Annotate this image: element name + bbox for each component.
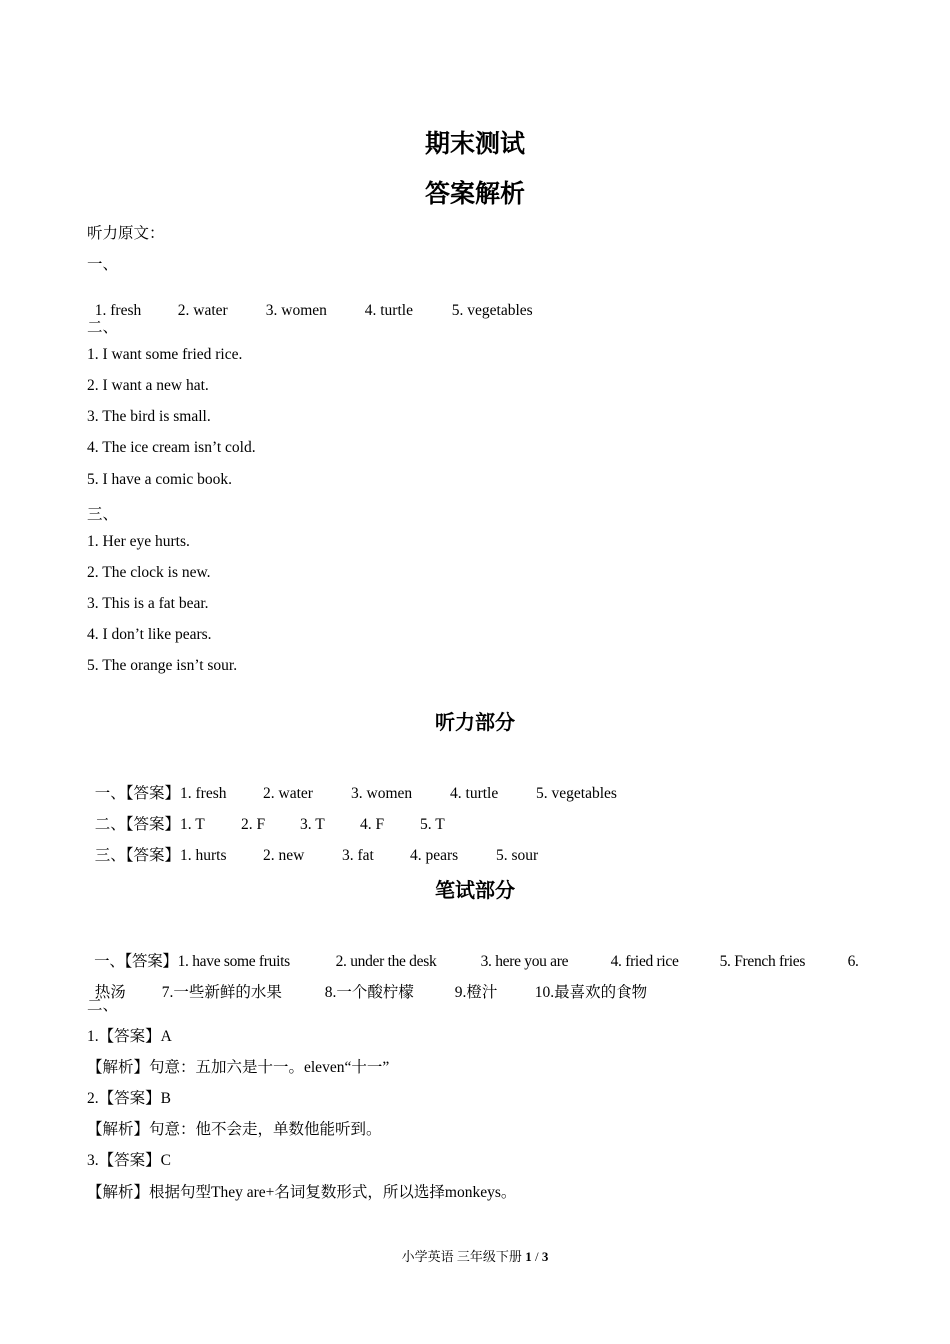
list-item: 2. F (241, 816, 266, 833)
list-item: 3. here you are (480, 953, 569, 970)
answer-line: 2.【答案】B (87, 1090, 171, 1107)
footer-separator: / (534, 1249, 539, 1264)
list-item: 5. vegetables (451, 302, 533, 319)
list-item: 1. T (180, 816, 205, 833)
list-item: 5. I have a comic book. (87, 471, 233, 488)
list-item: 4. fried rice (610, 953, 679, 970)
list-item: 2. new (263, 847, 305, 864)
footer-page-number: 1 (525, 1249, 532, 1264)
footer-subject: 小学英语 三年级下册 (401, 1249, 522, 1264)
page-footer (0, 1246, 950, 1265)
page-subtitle: 答案解析 (424, 181, 525, 208)
answer-prefix: 二、【答案】 (94, 816, 181, 833)
list-item: 7.一些新鲜的水果 (161, 984, 282, 1001)
list-item: 5. vegetables (536, 785, 617, 802)
list-item: 5. French fries (719, 953, 806, 970)
answer-row-continued (87, 962, 647, 1002)
section-heading-writing: 笔试部分 (435, 880, 515, 902)
part-label: 三、 (87, 506, 119, 523)
list-item: 4. turtle (450, 785, 499, 802)
list-item: 1. I want some fried rice. (87, 346, 243, 363)
list-item: 3. T (300, 816, 325, 833)
list-item: 1. hurts (180, 847, 227, 864)
list-item: 2. The clock is new. (87, 564, 211, 581)
listening-script-heading: 听力原文： (87, 225, 165, 242)
list-item: 4. pears (410, 847, 459, 864)
list-item: 1. have some fruits (177, 953, 290, 970)
list-item: 10.最喜欢的食物 (534, 984, 648, 1001)
list-item: 3. women (351, 785, 413, 802)
list-item: 3. fat (342, 847, 374, 864)
section-heading-listening: 听力部分 (435, 712, 515, 734)
list-item: 3. The bird is small. (87, 408, 211, 425)
answer-prefix: 一、【答案】 (94, 785, 181, 802)
list-item: 2. under the desk (335, 953, 437, 970)
list-item: 4. The ice cream isn’t cold. (87, 439, 256, 456)
answer-prefix: 三、【答案】 (94, 847, 181, 864)
list-item: 4. I don’t like pears. (87, 626, 212, 643)
part-label: 二、 (87, 319, 119, 336)
analysis-line: 【解析】根据句型They are+名词复数形式，所以选择monkeys。 (87, 1184, 517, 1201)
list-item: 1. Her eye hurts. (87, 533, 190, 550)
list-item: 3. women (265, 302, 327, 319)
answer-line: 1.【答案】A (87, 1028, 172, 1045)
list-item: 5. sour (496, 847, 539, 864)
list-item: 2. I want a new hat. (87, 377, 209, 394)
list-item: 9.橙汁 (454, 984, 498, 1001)
answer-row (87, 825, 538, 865)
list-item: 1. fresh (94, 302, 142, 319)
list-item: 热汤 (94, 984, 126, 1001)
list-item: 5. The orange isn’t sour. (87, 657, 238, 674)
footer-page-total: 3 (541, 1249, 549, 1264)
list-item: 2. water (177, 302, 228, 319)
list-item: 2. water (263, 785, 313, 802)
list-item: 1. fresh (180, 785, 227, 802)
analysis-line: 【解析】句意：五加六是十一。eleven“十一” (87, 1059, 390, 1076)
list-item: 4. F (360, 816, 385, 833)
list-item: 4. turtle (364, 302, 413, 319)
page-title: 期末测试 (424, 131, 525, 158)
part-label: 一、 (87, 256, 119, 273)
list-item: 8.一个酸柠檬 (324, 984, 414, 1001)
analysis-line: 【解析】句意：他不会走，单数他能听到。 (87, 1121, 382, 1138)
list-item: 6. (847, 953, 859, 970)
answer-line: 3.【答案】C (87, 1152, 171, 1169)
list-item: 3. This is a fat bear. (87, 595, 209, 612)
list-item: 5. T (420, 816, 445, 833)
answer-prefix: 一、【答案】 (94, 953, 178, 970)
part-label: 二、 (87, 997, 119, 1014)
listening-words-row (87, 284, 533, 320)
